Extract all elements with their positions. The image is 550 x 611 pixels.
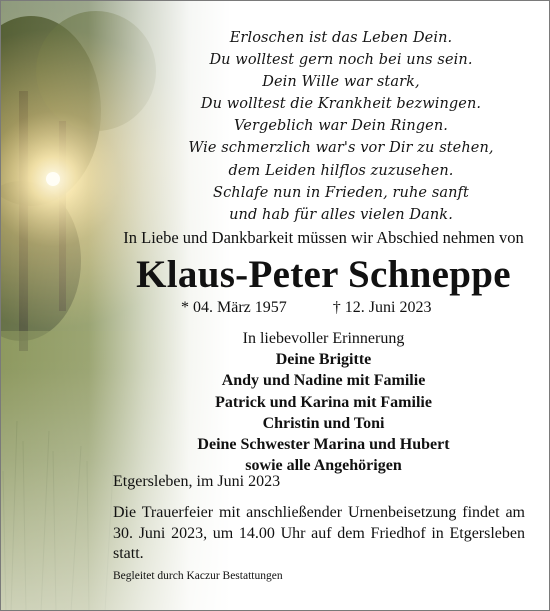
poem-line: Schlafe nun in Frieden, ruhe sanft	[213, 184, 469, 201]
poem-line: Vergeblich war Dein Ringen.	[234, 118, 448, 135]
mourner-name: Christin und Toni	[262, 414, 385, 432]
poem-line: und hab für alles vielen Dank.	[229, 206, 453, 223]
poem-line: Du wolltest die Krankheit bezwingen.	[200, 96, 482, 113]
undertaker-credit: Begleitet durch Kaczur Bestattungen	[113, 570, 283, 582]
mourner-name: Patrick und Karina mit Familie	[215, 393, 432, 411]
memorial-poem	[121, 27, 550, 226]
funeral-ceremony-info: Die Trauerfeier mit anschließender Urnenbeisetzung findet am 30. Juni 2023, um 14.00 Uhr auf dem Friedhof in Etgersleben statt.	[113, 504, 525, 562]
mourners-heading: In liebevoller Erinnerung	[242, 330, 405, 347]
place-and-date: Etgersleben, im Juni 2023	[113, 473, 281, 490]
mourner-name: Deine Schwester Marina und Hubert	[197, 436, 450, 454]
poem-line: Du wolltest gern noch bei uns sein.	[209, 52, 473, 69]
mourners-block	[96, 328, 550, 476]
deceased-name: Klaus-Peter Schneppe	[136, 253, 511, 296]
poem-line: Erloschen ist das Leben Dein.	[229, 30, 453, 46]
mourner-name: sowie alle Angehörigen	[245, 457, 402, 475]
poem-line: Wie schmerzlich war's vor Dir zu stehen,	[188, 140, 494, 157]
mourner-name: Deine Brigitte	[275, 351, 372, 369]
death-date: † 12. Juni 2023	[332, 299, 432, 316]
poem-line: Dein Wille war stark,	[262, 74, 420, 91]
life-dates	[181, 299, 431, 317]
mourner-name: Andy und Nadine mit Familie	[221, 372, 426, 390]
poem-line: dem Leiden hilflos zuzusehen.	[228, 162, 454, 179]
farewell-intro: In Liebe und Dankbarkeit müssen wir Abschied nehmen von	[123, 228, 524, 247]
birth-date: * 04. März 1957	[181, 299, 287, 316]
